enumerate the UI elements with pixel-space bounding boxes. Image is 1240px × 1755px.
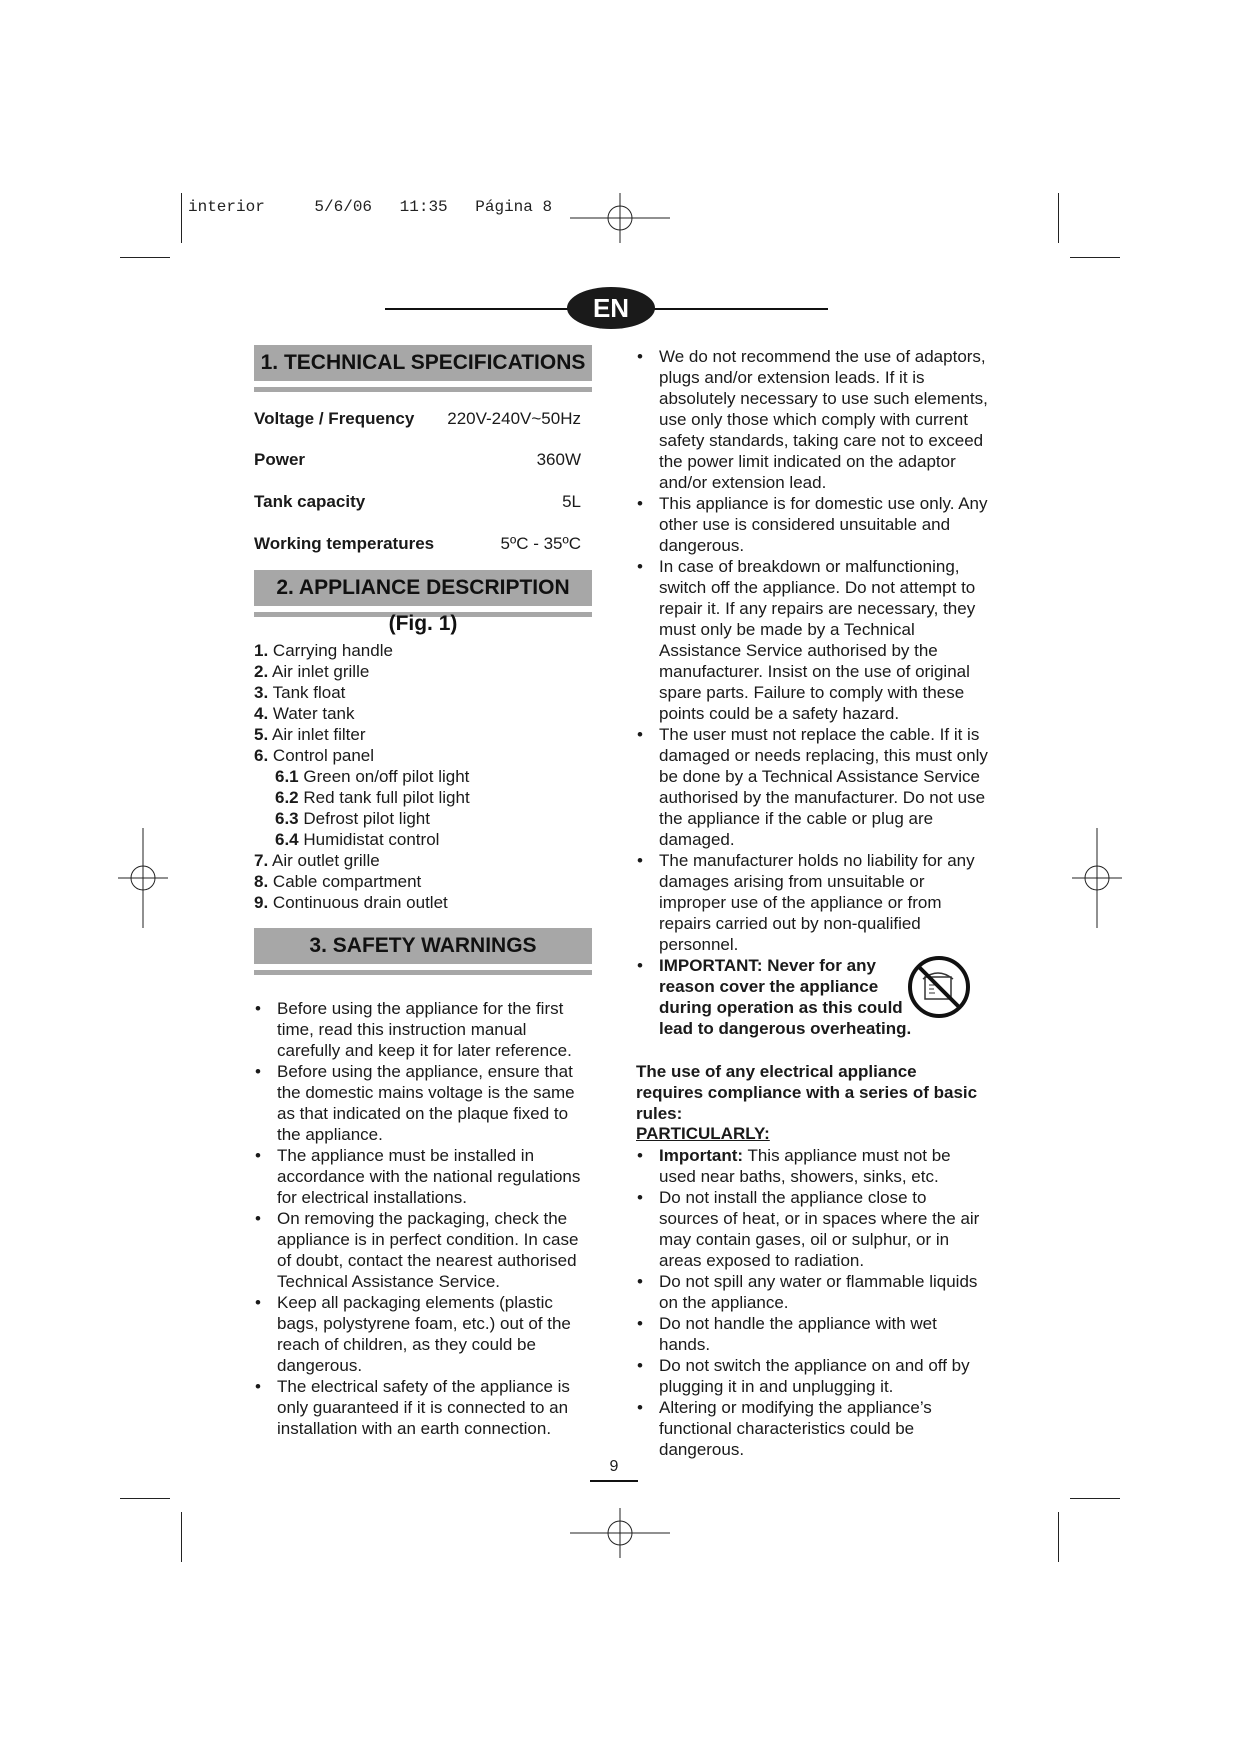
particularly-list xyxy=(636,1145,988,1460)
crop-mark xyxy=(1070,1498,1120,1499)
part-text: Red tank full pilot light xyxy=(303,788,470,807)
part-text: Carrying handle xyxy=(272,641,393,660)
part-text: Continuous drain outlet xyxy=(272,893,448,912)
list-item-text: This appliance must not be used near baths, showers, sinks, etc. xyxy=(659,1146,951,1186)
slug-time: 11:35 xyxy=(399,198,448,216)
part-text: Green on/off pilot light xyxy=(303,767,470,786)
list-item xyxy=(254,850,470,871)
list-item: • Do not spill any water or flammable liquids on the appliance. xyxy=(636,1271,988,1313)
list-item xyxy=(254,745,470,766)
important-lead: Important: xyxy=(659,1146,744,1165)
part-number: 6.4 xyxy=(275,830,299,849)
spec-label: Working temperatures xyxy=(254,534,435,553)
print-slug xyxy=(188,198,552,216)
parts-list xyxy=(254,640,470,913)
spec-row xyxy=(254,534,581,554)
part-number: 7. xyxy=(254,851,269,870)
spec-value: 5L xyxy=(562,492,581,511)
list-item xyxy=(254,892,470,913)
spec-row xyxy=(254,409,581,429)
registration-mark-icon xyxy=(1072,828,1122,928)
part-text: Defrost pilot light xyxy=(303,809,430,828)
spec-value: 360W xyxy=(536,450,581,469)
part-text: Cable compartment xyxy=(272,872,422,891)
part-number: 9. xyxy=(254,893,269,912)
rules-paragraph: The use of any electrical appliance requires compliance with a series of basic rules: xyxy=(636,1062,978,1123)
section-title: 2. APPLIANCE DESCRIPTION (Fig. 1) xyxy=(254,570,592,606)
part-number: 8. xyxy=(254,872,269,891)
list-item: • Do not handle the appliance with wet hands. xyxy=(636,1313,988,1355)
list-item: • The appliance must be installed in accordance with the national regulations for electrical installations. xyxy=(254,1145,594,1208)
crop-mark xyxy=(120,257,170,258)
list-item xyxy=(254,682,470,703)
list-item xyxy=(254,724,470,745)
particularly-heading: PARTICULARLY: xyxy=(636,1124,770,1143)
list-item: • The user must not replace the cable. If it is damaged or needs replacing, this must only be done by a Technical Assistance Service authorised by the manufacturer. Do not use the appliance if the cable or plug are damaged. xyxy=(636,724,988,850)
spec-value: 220V-240V~50Hz xyxy=(447,409,581,428)
part-text: Air inlet filter xyxy=(271,725,366,744)
part-text: Tank float xyxy=(272,683,346,702)
registration-mark-icon xyxy=(570,193,670,243)
spec-label: Voltage / Frequency xyxy=(254,409,415,428)
section-title: 3. SAFETY WARNINGS xyxy=(254,928,592,964)
list-item xyxy=(254,640,470,661)
section-rule xyxy=(254,387,592,392)
list-item xyxy=(254,829,470,850)
crop-mark xyxy=(120,1498,170,1499)
list-item: • On removing the packaging, check the appliance is in perfect condition. In case of doubt, contact the nearest authorised Technical Assistance Service. xyxy=(254,1208,594,1292)
registration-mark-icon xyxy=(118,828,168,928)
part-number: 5. xyxy=(254,725,269,744)
section-title: 1. TECHNICAL SPECIFICATIONS xyxy=(254,345,592,381)
slug-date: 5/6/06 xyxy=(314,198,373,216)
part-number: 1. xyxy=(254,641,269,660)
section-rule xyxy=(254,970,592,975)
list-item xyxy=(254,703,470,724)
list-item: • This appliance is for domestic use only. Any other use is considered unsuitable and dangerous. xyxy=(636,493,988,556)
spec-row xyxy=(254,450,581,470)
header-rule-left xyxy=(385,308,575,310)
registration-mark-icon xyxy=(570,1508,670,1558)
list-item: • Before using the appliance, ensure that the domestic mains voltage is the same as that indicated on the plaque fixed to the appliance. xyxy=(254,1061,594,1145)
header-rule-right xyxy=(650,308,828,310)
part-number: 4. xyxy=(254,704,269,723)
spec-label: Tank capacity xyxy=(254,492,366,511)
list-item: • Altering or modifying the appliance’s functional characteristics could be dangerous. xyxy=(636,1397,988,1460)
spec-label: Power xyxy=(254,450,306,469)
part-text: Water tank xyxy=(272,704,355,723)
list-item: • The manufacturer holds no liability for any damages arising from unsuitable or improper use of the appliance or from repairs carried out by non-qualified personnel. xyxy=(636,850,988,955)
list-item xyxy=(636,1145,988,1187)
safety-list-left xyxy=(254,998,594,1439)
crop-mark xyxy=(1070,257,1120,258)
list-item: • We do not recommend the use of adaptors, plugs and/or extension leads. If it is absolutely necessary to use such elements, use only those which comply with current safety standards, taking care not to exceed the power limit indicated on the adaptor and/or extension lead. xyxy=(636,346,988,493)
list-item xyxy=(254,661,470,682)
safety-list-right xyxy=(636,346,988,1039)
part-text: Air inlet grille xyxy=(271,662,370,681)
slug-page: Página 8 xyxy=(475,198,553,216)
part-number: 6. xyxy=(254,746,269,765)
spec-row xyxy=(254,492,581,512)
list-item: • Keep all packaging elements (plastic bags, polystyrene foam, etc.) out of the reach of children, as they could be dangerous. xyxy=(254,1292,594,1376)
part-text: Humidistat control xyxy=(303,830,440,849)
list-item xyxy=(254,787,470,808)
list-item xyxy=(254,871,470,892)
language-badge: EN xyxy=(567,287,655,329)
part-text: Control panel xyxy=(272,746,375,765)
part-number: 3. xyxy=(254,683,269,702)
list-item xyxy=(254,766,470,787)
page-number: 9 xyxy=(609,1458,619,1475)
list-item: • Do not install the appliance close to sources of heat, or in spaces where the air may contain gases, oil or sulphur, or in areas exposed to radiation. xyxy=(636,1187,988,1271)
important-text: IMPORTANT: Never for any reason cover the appliance during operation as this could lead to dangerous overheating. xyxy=(659,956,912,1038)
slug-file: interior xyxy=(188,198,265,216)
no-cover-prohibition-icon xyxy=(907,955,971,1019)
list-item: • Do not switch the appliance on and off by plugging it in and unplugging it. xyxy=(636,1355,988,1397)
part-number: 6.3 xyxy=(275,809,299,828)
part-text: Air outlet grille xyxy=(271,851,380,870)
part-number: 6.1 xyxy=(275,767,299,786)
spec-value: 5ºC - 35ºC xyxy=(500,534,581,553)
section-appliance-description xyxy=(254,570,592,635)
crop-mark xyxy=(1058,193,1059,243)
page-number-rule xyxy=(590,1480,638,1482)
list-item: • The electrical safety of the appliance is only guaranteed if it is connected to an installation with an earth connection. xyxy=(254,1376,594,1439)
crop-mark xyxy=(181,1512,182,1562)
crop-mark xyxy=(1058,1512,1059,1562)
part-number: 2. xyxy=(254,662,269,681)
section-tech-specs xyxy=(254,345,592,392)
list-item xyxy=(254,808,470,829)
part-number: 6.2 xyxy=(275,788,299,807)
crop-mark xyxy=(181,193,182,243)
section-safety-warnings xyxy=(254,928,592,975)
list-item: • In case of breakdown or malfunctioning, switch off the appliance. Do not attempt to repair it. If any repairs are necessary, they must only be made by a Technical Assistance Service authorised by the manufacturer. Insist on the use of original spare parts. Failure to comply with these points could be a safety hazard. xyxy=(636,556,988,724)
list-item: • Before using the appliance for the first time, read this instruction manual carefully and keep it for later reference. xyxy=(254,998,594,1061)
